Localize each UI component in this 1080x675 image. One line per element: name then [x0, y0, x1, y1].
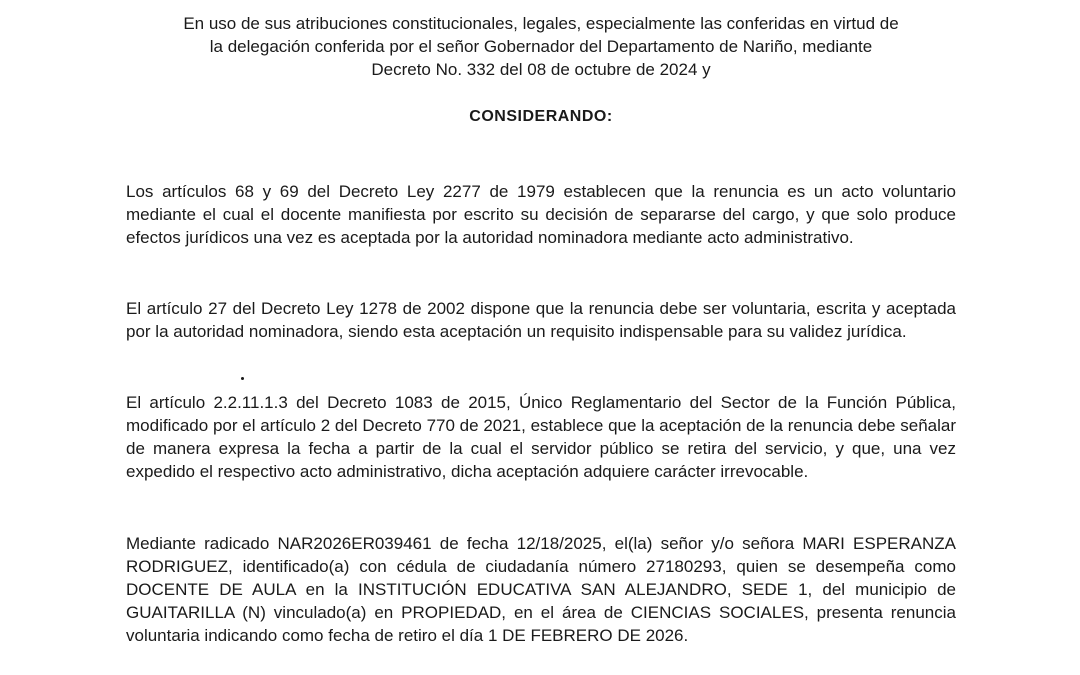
paragraph-radicado: Mediante radicado NAR2026ER039461 de fecha 12/18/2025, el(la) señor y/o señora MARI ESPERANZA RODRIGUEZ, identificado(a) con cédula de ciudadanía número 27180293, quien se desempeña como DOCENTE DE AULA en la INSTITUCIÓN EDUCATIVA SAN ALEJANDRO, SEDE 1, del municipio de GUAITARILLA (N) vinculado(a) en PROPIEDAD, en el área de CIENCIAS SOCIALES, presenta renuncia voluntaria indicando como fecha de retiro el día 1 DE FEBRERO DE 2026.	[126, 534, 956, 645]
paragraph-decreto-2277: Los artículos 68 y 69 del Decreto Ley 2277 de 1979 establecen que la renuncia es un acto voluntario mediante el cual el docente manifiesta por escrito su decisión de separarse del cargo, y que solo produce efectos jurídicos una vez es aceptada por la autoridad nominadora mediante acto administrativo.	[126, 182, 956, 247]
scan-speck	[241, 377, 244, 380]
paragraph-decreto-1083: El artículo 2.2.11.1.3 del Decreto 1083 de 2015, Único Reglamentario del Sector de la Función Pública, modificado por el artículo 2 del Decreto 770 de 2021, establece que la aceptación de la renuncia debe señalar de manera expresa la fecha a partir de la cual el servidor público se retira del servicio, y que, una vez expedido el respectivo acto administrativo, dicha aceptación adquiere carácter irrevocable.	[126, 393, 956, 481]
intro-block	[126, 12, 956, 81]
intro-line: la delegación conferida por el señor Gobernador del Departamento de Nariño, mediante	[209, 37, 873, 56]
intro-line: Decreto No. 332 del 08 de octubre de 2024 y	[371, 60, 711, 79]
paragraph-decreto-1278: El artículo 27 del Decreto Ley 1278 de 2002 dispone que la renuncia debe ser voluntaria, escrita y aceptada por la autoridad nominadora, siendo esta aceptación un requisito indispensable para su validez jurídica.	[126, 299, 956, 341]
section-heading: CONSIDERANDO:	[469, 108, 613, 125]
intro-line: En uso de sus atribuciones constitucionales, legales, especialmente las conferidas en virtud de	[183, 14, 899, 33]
